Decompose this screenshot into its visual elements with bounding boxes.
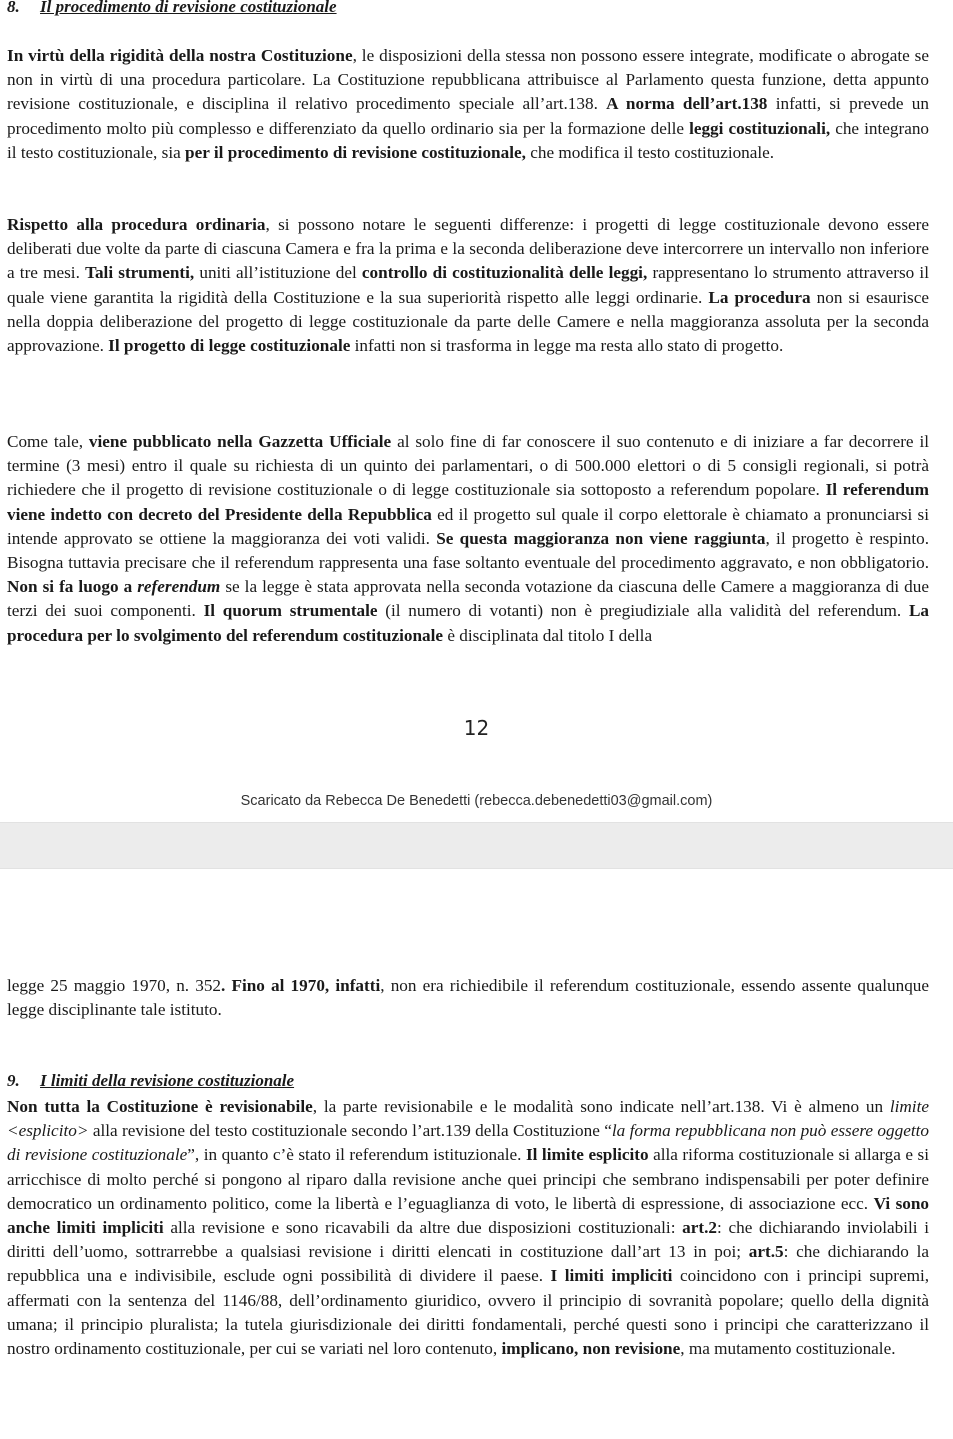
download-credit: Scaricato da Rebecca De Benedetti (rebecca.debenedetti03@gmail.com) — [240, 793, 713, 809]
text-run: non si esaurisce nella doppia deliberazione del progetto di legge costituzionale da parte delle Camere e nella maggioranza assoluta per la seconda approvazione. — [7, 287, 930, 356]
text-run: : che dichiarando la repubblica una e indivisibile, esclude ogni possibilità di dividere il paese. — [7, 1242, 929, 1286]
text-run: è disciplinata dal titolo I della — [443, 625, 653, 645]
text-run: , le disposizioni della stessa non possono essere integrate, modificate o abrogate se non in virtù di una procedura particolare. La Costituzione repubblicana attribuisce al Parlamento questa funzione, detta appunto revisione costituzionale, e disciplina il relativo procedimento speciale all’art.138. — [7, 46, 929, 114]
text-run: : che dichiarando inviolabili i diritti dell’uomo, sottrarrebbe a qualsiasi revisione i diritti elencati in costituzione dall’art 13 in poi; — [7, 1218, 930, 1262]
section-8-paragraph-1 — [7, 44, 929, 165]
text-run: , il progetto è respinto. Bisogna tuttavia precisare che il referendum rappresenta una fase soltanto eventuale del procedimento aggravato, e non obbligatorio. — [7, 528, 929, 573]
text-run: , la parte revisionabile e le modalità sono indicate nell’art.138. Vi è almeno un — [312, 1097, 890, 1116]
text-run: (il numero di votanti) non è pregiudiziale alla validità del referendum. — [377, 601, 909, 621]
text-run: leggi costituzionali, — [689, 118, 831, 138]
text-run: legge 25 maggio 1970, n. 352 — [7, 976, 222, 995]
text-run: limite <esplicito> — [7, 1097, 929, 1141]
text-run: infatti, si prevede un procedimento molto più complesso e differenziato da quello ordinario sia per la formazione delle — [7, 94, 929, 138]
text-run: . Fino al 1970, infatti — [221, 976, 381, 995]
section-9-heading — [7, 1071, 294, 1091]
text-run: Il progetto di legge costituzionale — [108, 336, 351, 356]
text-run: alla riforma costituzionale si allarga e si arricchisce di molto perché si pongono al riparo dalla revisione anche quei principi che sembrano indispensabili per poter definire democratico un ordinamento politico, come la libertà e l’eguaglianza di voto, le libertà di espressione, di associazione ecc. — [7, 1145, 929, 1213]
text-run: al solo fine di far conoscere il suo contenuto e di iniziare a far decorrere il termine (3 mesi) entro il quale su richiesta di un quinto dei parlamentari, o di 500.000 elettori o di 5 consigli regionali, si potrà richiedere che il progetto di revisione costituzionale o di legge costituzionale sia sottoposto a referendum popolare. — [7, 432, 929, 500]
continuation-paragraph — [7, 974, 929, 1022]
section-9-title: I limiti della revisione costituzionale — [40, 1071, 295, 1090]
section-8-heading — [7, 0, 337, 17]
page-number: 12 — [463, 716, 490, 740]
text-run: viene pubblicato nella Gazzetta Ufficiale — [88, 432, 392, 451]
section-9-number: 9. — [7, 1071, 20, 1090]
text-run: infatti non si trasforma in legge ma resta allo stato di progetto. — [350, 336, 784, 356]
text-run: Rispetto alla procedura ordinaria — [7, 215, 266, 234]
text-run: In virtù della rigidità della nostra Costituzione — [7, 46, 353, 65]
text-run: , si possono notare le seguenti differenze: i progetti di legge costituzionale devono essere deliberati due volte da parte di ciascuna Camera e fra la prima e la seconda deliberazione deve intercorrere un intervallo non inferiore a tre mesi. — [7, 215, 929, 283]
text-run: art.5 — [748, 1242, 784, 1262]
section-8-number: 8. — [7, 0, 20, 16]
text-run: Se questa maggioranza non viene raggiunta — [436, 528, 766, 548]
text-run: rappresentano lo strumento attraverso il quale viene garantita la rigidità della Costituzione e la sua superiorità rispetto alle leggi ordinarie. — [7, 263, 929, 307]
text-run: Non si fa luogo a — [7, 577, 138, 597]
text-run: uniti all’istituzione del — [194, 263, 362, 283]
text-run: La procedura per lo svolgimento del referendum costituzionale — [7, 601, 929, 645]
text-run: , ma mutamento costituzionale. — [680, 1339, 896, 1359]
text-run: per il procedimento di revisione costituzionale, — [185, 142, 526, 162]
text-run: Come tale, — [7, 432, 89, 451]
text-run: art.2 — [682, 1218, 718, 1238]
section-8-title: Il procedimento di revisione costituzionale — [40, 0, 337, 16]
text-run: I limiti impliciti — [550, 1266, 673, 1286]
text-run: che modifica il testo costituzionale. — [525, 142, 775, 162]
text-run: alla revisione e sono ricavabili da altre due disposizioni costituzionali: — [163, 1218, 683, 1238]
text-run: Tali strumenti, — [85, 263, 195, 283]
text-run: , non era richiedibile il referendum costituzionale, essendo assente qualunque legge disciplinante tale istituto. — [7, 976, 930, 1020]
text-run: A norma dell’art.138 — [606, 94, 768, 114]
text-run: implicano, non revisione — [501, 1339, 681, 1359]
text-run: Il referendum viene indetto con decreto del Presidente della Repubblica — [7, 480, 929, 524]
text-run: se la legge è stata approvata nella seconda votazione da ciascuna delle Camere a maggioranza di due terzi dei suoi componenti. — [7, 577, 930, 621]
text-run: ”, in quanto c’è stato il referendum istituzionale. — [187, 1145, 526, 1165]
text-run: controllo di costituzionalità delle leggi, — [361, 263, 648, 283]
text-run: Il quorum strumentale — [203, 601, 378, 621]
section-8-paragraph-2 — [7, 213, 929, 358]
section-9-paragraph-1 — [7, 1095, 929, 1361]
text-run: alla revisione del testo costituzionale secondo l’art.139 della Costituzione “ — [88, 1121, 612, 1141]
text-run: coincidono con i principi supremi, affermati con la sentenza del 1146/88, dell’ordinamento giuridico, ovvero il principio di sovranità popolare; quello della dignità umana; il principio pluralista; la tutela giurisdizionale dei diritti fondamentali, perché questi sono i principi che caratterizzano il nostro ordinamento costituzionale, per cui se variati nel loro contenuto, — [7, 1266, 930, 1359]
page-separator — [0, 822, 953, 869]
document-page-13 — [0, 868, 953, 1439]
section-8-paragraph-3 — [7, 430, 929, 648]
text-run: che integrano il testo costituzionale, sia — [7, 118, 930, 162]
text-run: La procedura — [708, 287, 811, 307]
text-run: Non tutta la Costituzione è revisionabile — [7, 1097, 313, 1116]
text-run: Vi sono anche limiti impliciti — [7, 1193, 930, 1238]
text-run: ed il progetto sul quale il corpo elettorale è chiamato a pronunciarsi si intende approvato se ottiene la maggioranza dei voti validi. — [7, 504, 929, 548]
text-run: la forma repubblicana non può essere oggetto di revisione costituzionale — [7, 1121, 929, 1165]
text-run: referendum — [137, 577, 221, 597]
text-run: Il limite esplicito — [525, 1145, 649, 1165]
